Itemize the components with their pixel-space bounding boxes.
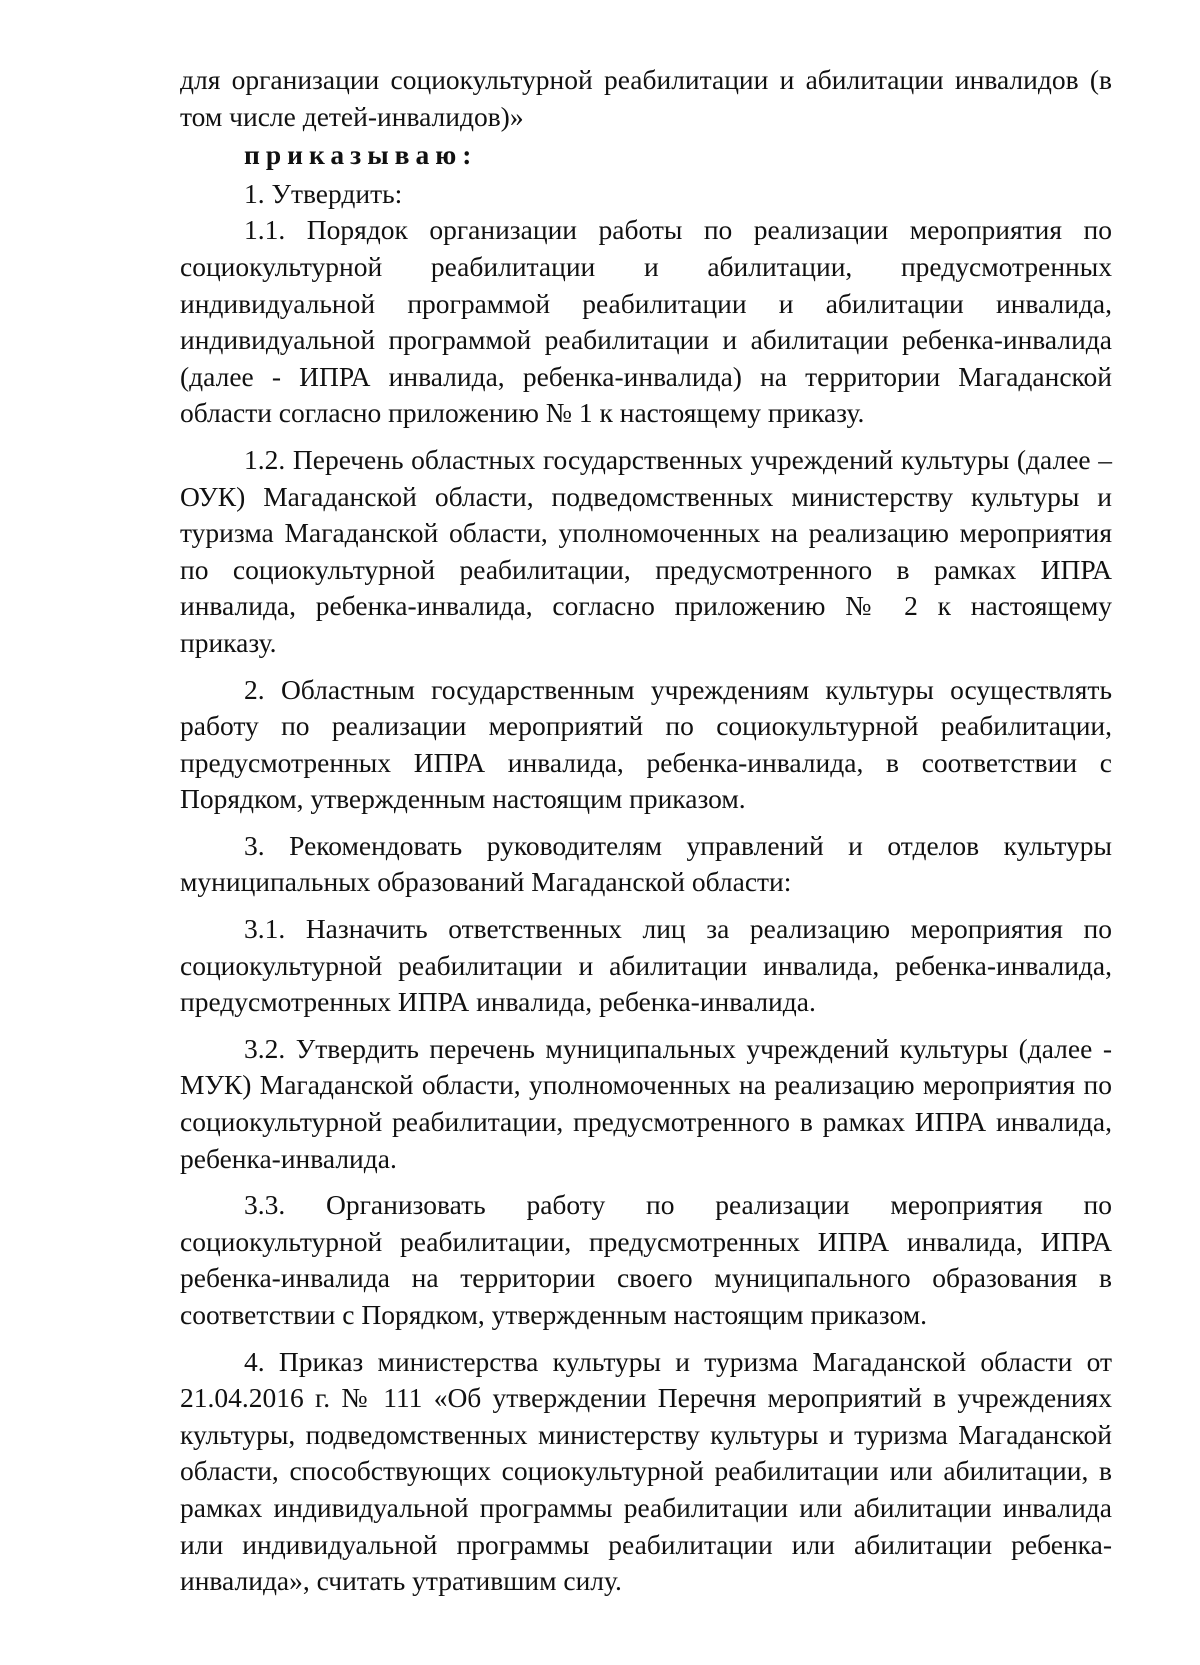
clause-3-1: 3.1. Назначить ответственных лиц за реализацию мероприятия по социокультурной реабилитации и абилитации инвалида, ребенка-инвалида, предусмотренных ИПРА инвалида, ребенка-инвалида.	[180, 913, 1112, 1018]
clause-1: 1. Утвердить:	[244, 177, 403, 209]
clause-3-2: 3.2. Утвердить перечень муниципальных учреждений культуры (далее - МУК) Магаданской области, уполномоченных на реализацию мероприятия по социокультурной реабилитации, предусмотренного в рамках ИПРА инвалида, ребенка-инвалида.	[180, 1032, 1112, 1174]
order-heading: приказываю:	[244, 139, 478, 171]
clause-3: 3. Рекомендовать руководителям управлений и отделов культуры муниципальных образований Магаданской области:	[180, 829, 1112, 898]
intro-continuation: для организации социокультурной реабилитации и абилитации инвалидов (в том числе детей-инвалидов)»	[180, 64, 1112, 132]
clause-1-1: 1.1. Порядок организации работы по реализации мероприятия по социокультурной реабилитации и абилитации, предусмотренных индивидуальной программой реабилитации и абилитации инвалида, индивидуальной программой реабилитации и абилитации ребенка-инвалида (далее - ИПРА инвалида, ребенка-инвалида) на территории Магаданской области согласно приложению № 1 к настоящему приказу.	[180, 214, 1112, 429]
clause-2: 2. Областным государственным учреждениям культуры осуществлять работу по реализации мероприятий по социокультурной реабилитации, предусмотренных ИПРА инвалида, ребенка-инвалида, в соответствии с Порядком, утвержденным настоящим приказом.	[180, 673, 1112, 815]
clause-1-2: 1.2. Перечень областных государственных учреждений культуры (далее – ОУК) Магаданской области, подведомственных министерству культуры и туризма Магаданской области, уполномоченных на реализацию мероприятия по социокультурной реабилитации, предусмотренного в рамках ИПРА инвалида, ребенка-инвалида, согласно приложению № 2 к настоящему приказу.	[180, 443, 1112, 658]
clause-4: 4. Приказ министерства культуры и туризма Магаданской области от 21.04.2016 г. № 111 «Об утверждении Перечня мероприятий в учреждениях культуры, подведомственных министерству культуры и туризма Магаданской области, способствующих социокультурной реабилитации или абилитации, в рамках индивидуальной программы реабилитации или абилитации инвалида или индивидуальной программы реабилитации или абилитации ребенка-инвалида», считать утратившим силу.	[180, 1345, 1112, 1597]
clause-3-3: 3.3. Организовать работу по реализации мероприятия по социокультурной реабилитации, предусмотренных ИПРА инвалида, ИПРА ребенка-инвалида на территории своего муниципального образования в соответствии с Порядком, утвержденным настоящим приказом.	[180, 1189, 1112, 1330]
document-body	[180, 62, 1112, 1600]
